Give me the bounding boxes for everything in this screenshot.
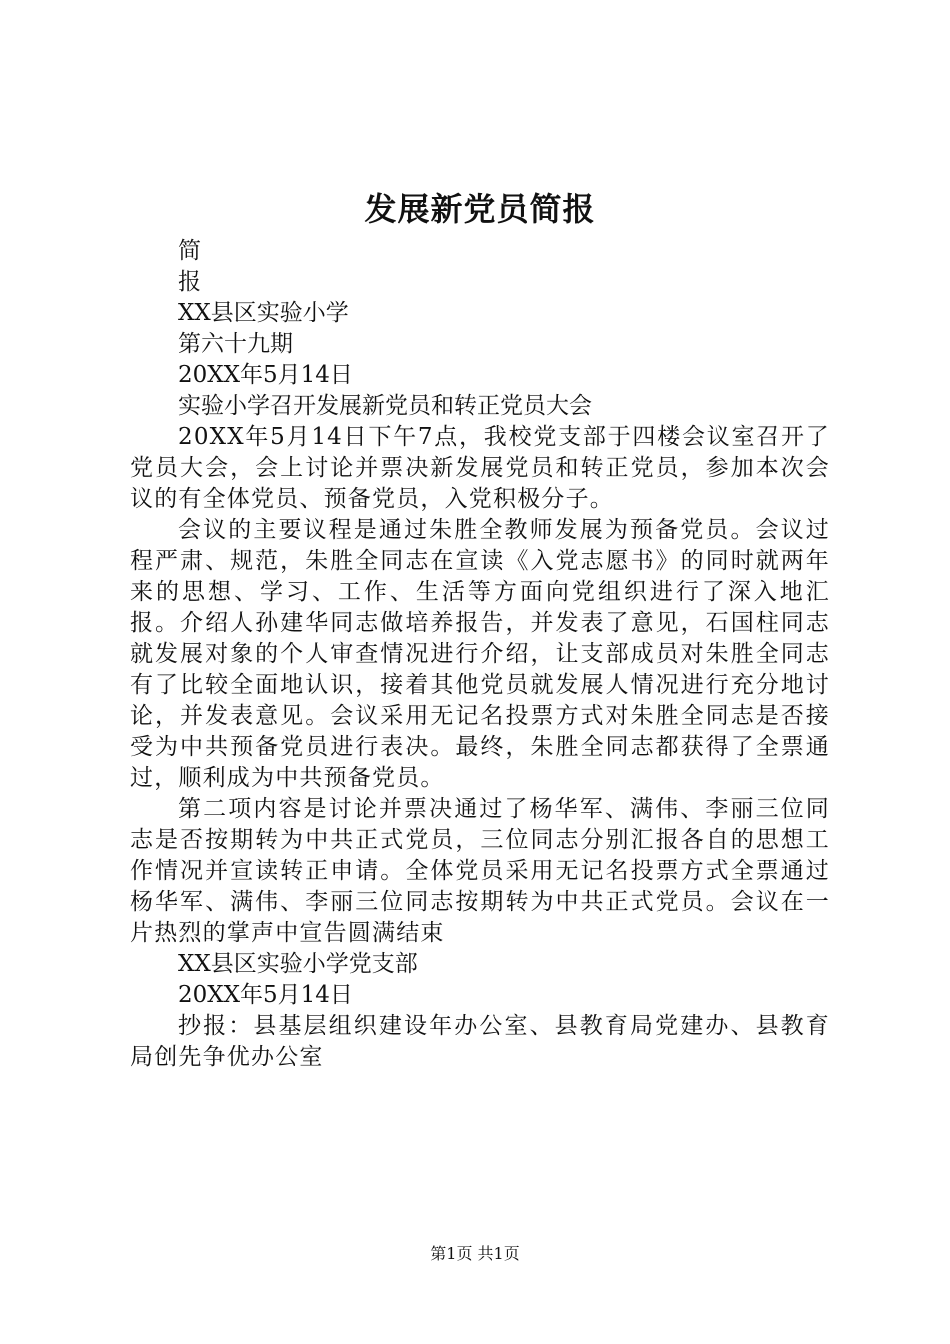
- header-line-bao: 报: [178, 269, 201, 295]
- page-footer: 第1页 共1页: [430, 1244, 520, 1263]
- issue-date: 20XX年5月14日: [178, 362, 353, 388]
- document-body: [130, 236, 830, 1073]
- paragraph-2: 会议的主要议程是通过朱胜全教师发展为预备党员。会议过程严肃、规范，朱胜全同志在宣读《入党志愿书》的同时就两年来的思想、学习、工作、生活等方面向党组织进行了深入地汇报。介绍人孙建华同志做培养报告，并发表了意见，石国柱同志就发展对象的个人审查情况进行介绍，让支部成员对朱胜全同志有了比较全面地认识，接着其他党员就发展人情况进行充分地讨论，并发表意见。会议采用无记名投票方式对朱胜全同志是否接受为中共预备党员进行表决。最终，朱胜全同志都获得了全票通过，顺利成为中共预备党员。: [130, 517, 830, 791]
- document-page: [130, 0, 830, 1344]
- paragraph-1: 20XX年5月14日下午7点，我校党支部于四楼会议室召开了党员大会，会上讨论并票决新发展党员和转正党员，参加本次会议的有全体党员、预备党员，入党积极分子。: [130, 424, 830, 512]
- document-title: 发展新党员简报: [364, 190, 596, 228]
- paragraph-3: 第二项内容是讨论并票决通过了杨华军、满伟、李丽三位同志是否按期转为中共正式党员，三位同志分别汇报各自的思想工作情况并宣读转正申请。全体党员采用无记名投票方式全票通过杨华军、满伟、李丽三位同志按期转为中共正式党员。会议在一片热烈的掌声中宣告圆满结束: [130, 796, 830, 946]
- cc-line: 抄报：县基层组织建设年办公室、县教育局党建办、县教育局创先争优办公室: [130, 1013, 830, 1070]
- signature-date: 20XX年5月14日: [178, 982, 353, 1008]
- header-line-jian: 简: [178, 238, 201, 264]
- school-name: XX县区实验小学: [178, 300, 349, 326]
- article-headline: 实验小学召开发展新党员和转正党员大会: [178, 393, 592, 419]
- issue-number: 第六十九期: [178, 331, 293, 357]
- signature: XX县区实验小学党支部: [178, 951, 418, 977]
